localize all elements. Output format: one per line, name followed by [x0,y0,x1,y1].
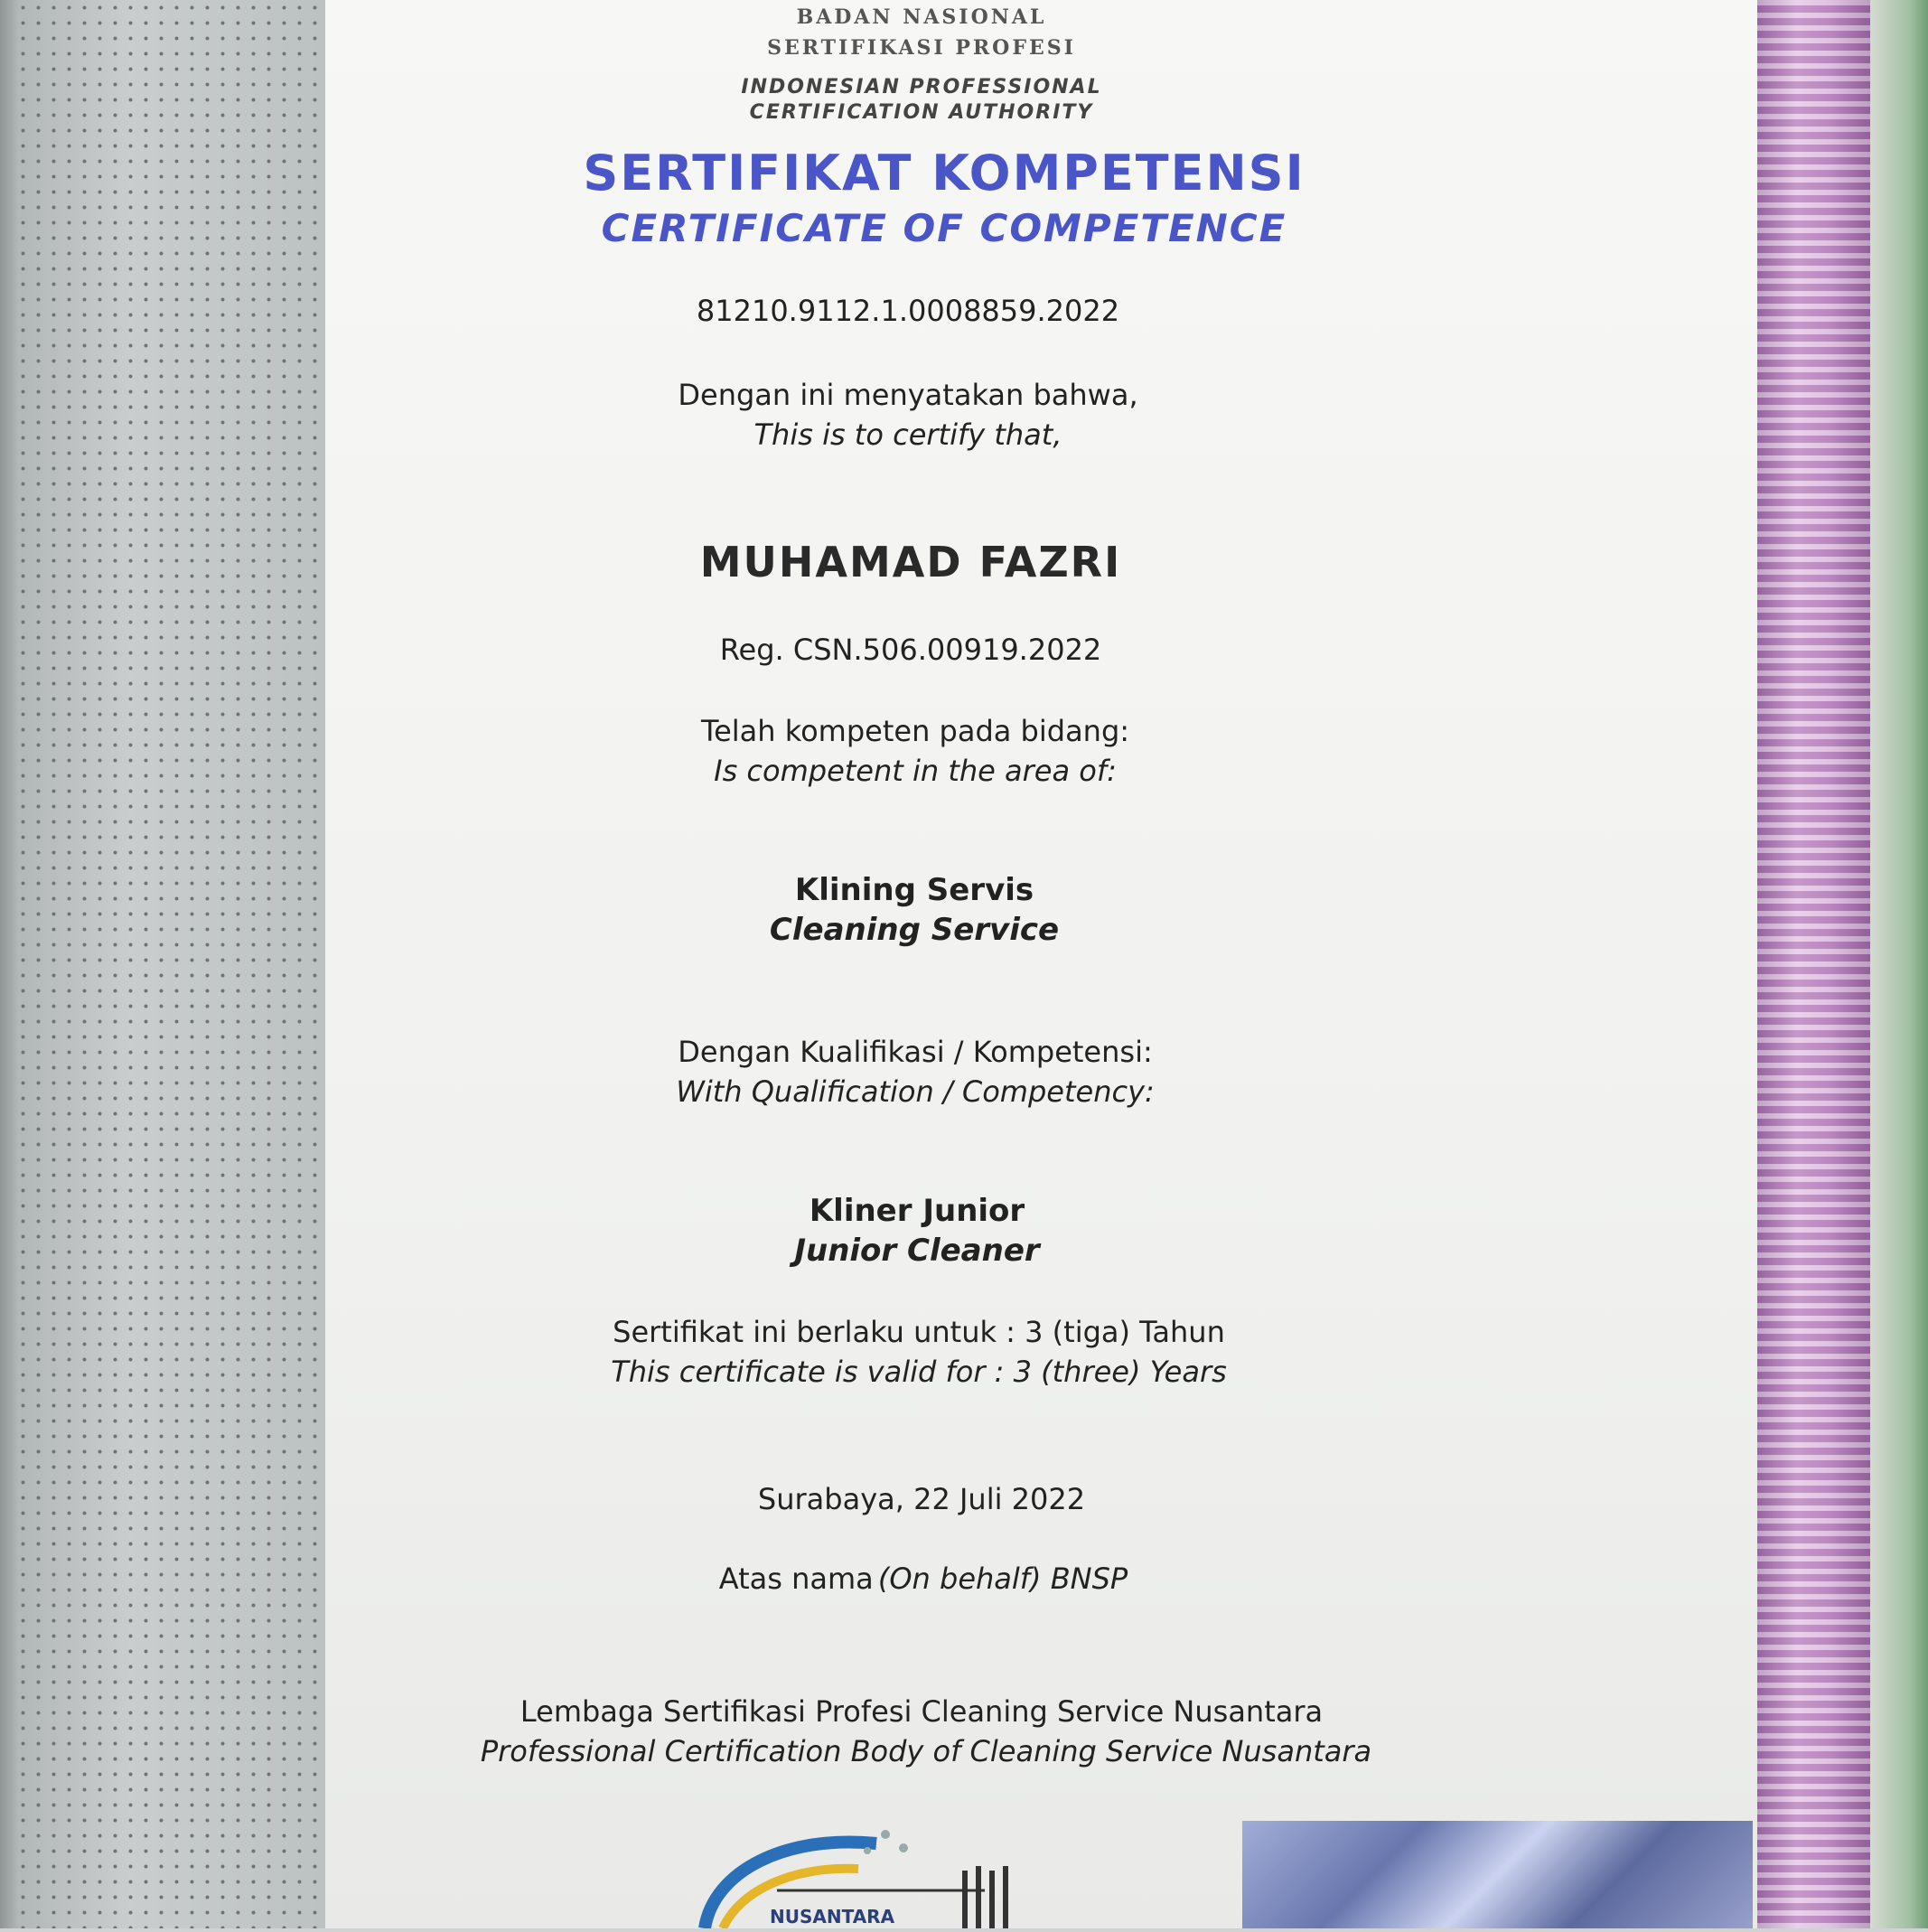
behalf-prefix: Atas nama [718,1562,874,1596]
behalf-italic: (On behalf) BNSP [877,1562,1128,1596]
validity-statement: Sertifikat ini berlaku untuk : 3 (tiga) Tahun [613,1315,1225,1349]
qualification-intro-en: With Qualification / Competency: [676,1074,1155,1109]
lsp-logo [687,1816,1066,1928]
cover-edge [0,0,20,1928]
qualification: Kliner Junior [809,1193,1025,1229]
competency-area: Klining Servis [794,872,1034,908]
textured-cover-panel [0,0,325,1928]
qualification-en: Junior Cleaner [794,1233,1040,1269]
area-intro-en: Is competent in the area of: [714,754,1117,788]
certificate-title: SERTIFIKAT KOMPETENSI [583,145,1306,202]
competency-area-en: Cleaning Service [769,912,1060,948]
authority-name-line1: BADAN NASIONAL [796,5,1047,29]
authority-name-line2: SERTIFIKASI PROFESI [767,36,1076,60]
logo-text: NUSANTARA [770,1906,895,1927]
certificate-title-en: CERTIFICATE OF COMPETENCE [601,206,1287,250]
behalf-line [719,1562,1128,1596]
authority-name-en-line1: INDONESIAN PROFESSIONAL [741,76,1102,98]
qualification-intro: Dengan Kualifikasi / Kompetensi: [678,1035,1153,1069]
hologram-seal [1242,1821,1753,1928]
certification-body: Lembaga Sertifikasi Profesi Cleaning Service Nusantara [519,1694,1324,1729]
ribbon-border [1757,0,1870,1928]
certify-statement: Dengan ini menyatakan bahwa, [678,378,1138,412]
background-strip [1870,0,1928,1928]
registration-number: Reg. CSN.506.00919.2022 [719,633,1102,667]
certificate-number: 81210.9112.1.0008859.2022 [696,294,1120,328]
holder-name: MUHAMAD FAZRI [699,538,1122,586]
validity-statement-en: This certificate is valid for : 3 (three) Years [611,1355,1227,1389]
place-date: Surabaya, 22 Juli 2022 [757,1482,1086,1516]
certificate-paper [325,0,1771,1928]
certify-statement-en: This is to certify that, [753,417,1062,452]
lsp-logo-graphic [687,1816,1066,1928]
authority-name-en-line2: CERTIFICATION AUTHORITY [749,101,1094,124]
area-intro: Telah kompeten pada bidang: [700,714,1130,748]
certification-body-en: Professional Certification Body of Cleaning Service Nusantara [480,1734,1372,1768]
